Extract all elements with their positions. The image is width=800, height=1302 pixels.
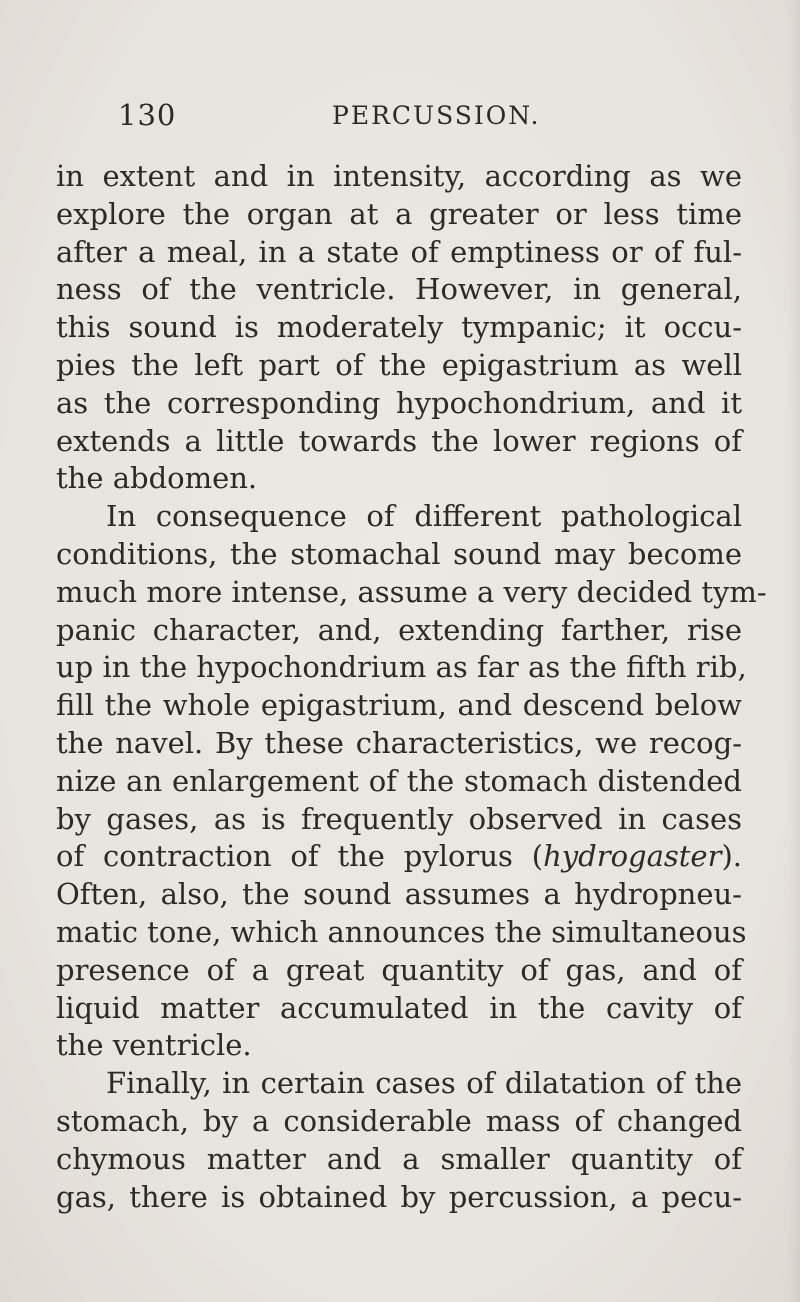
text-line: stomach, by a considerable mass of changed <box>56 1103 742 1138</box>
text-line: this sound is moderately tympanic; it occu- <box>56 310 742 345</box>
text-line: as the corresponding hypochondrium, and it <box>56 385 742 420</box>
text-line: nize an enlargement of the stomach distended <box>56 763 742 798</box>
text-line: after a meal, in a state of emptiness or of ful- <box>56 234 742 269</box>
page-header <box>118 98 738 138</box>
text-line: fill the whole epigastrium, and descend below <box>56 688 742 723</box>
text-segment: of contraction of the pylorus ( <box>56 839 544 874</box>
text-line-with-italic <box>56 838 742 876</box>
paragraph-start-line: Finally, in certain cases of dilatation of the <box>106 1066 742 1101</box>
text-line: by gases, as is frequently observed in cases <box>56 801 742 836</box>
text-line: chymous matter and a smaller quantity of <box>56 1141 742 1176</box>
text-line: extends a little towards the lower regions of <box>56 423 742 458</box>
text-line: the ventricle. <box>56 1028 252 1063</box>
text-line: explore the organ at a greater or less time <box>56 196 742 231</box>
text-line: the navel. By these characteristics, we recog- <box>56 725 742 760</box>
paragraph-start-line: In consequence of different pathological <box>106 499 742 534</box>
italic-term: hydrogaster <box>543 839 722 874</box>
body-text <box>56 158 767 1216</box>
page-edge-shadow <box>786 0 800 1302</box>
text-line: up in the hypochondrium as far as the fifth rib, <box>56 650 747 685</box>
page-number: 130 <box>118 98 177 132</box>
text-line: in extent and in intensity, according as we <box>56 159 742 193</box>
running-head: PERCUSSION. <box>332 101 541 130</box>
text-line: liquid matter accumulated in the cavity of <box>56 990 742 1025</box>
text-line: panic character, and, extending farther, rise <box>56 612 742 647</box>
text-line: presence of a great quantity of gas, and of <box>56 952 742 987</box>
text-line: the abdomen. <box>56 461 258 496</box>
text-line: pies the left part of the epigastrium as well <box>56 347 742 382</box>
text-line: Often, also, the sound assumes a hydropneu- <box>56 877 742 912</box>
text-line: matic tone, which announces the simultaneous <box>56 914 747 949</box>
text-line: conditions, the stomachal sound may become <box>56 536 742 571</box>
text-line: gas, there is obtained by percussion, a pecu- <box>56 1179 742 1214</box>
text-segment: ). <box>721 839 742 874</box>
text-line: ness of the ventricle. However, in general, <box>56 272 742 307</box>
text-line: much more intense, assume a very decided tym- <box>56 574 767 609</box>
